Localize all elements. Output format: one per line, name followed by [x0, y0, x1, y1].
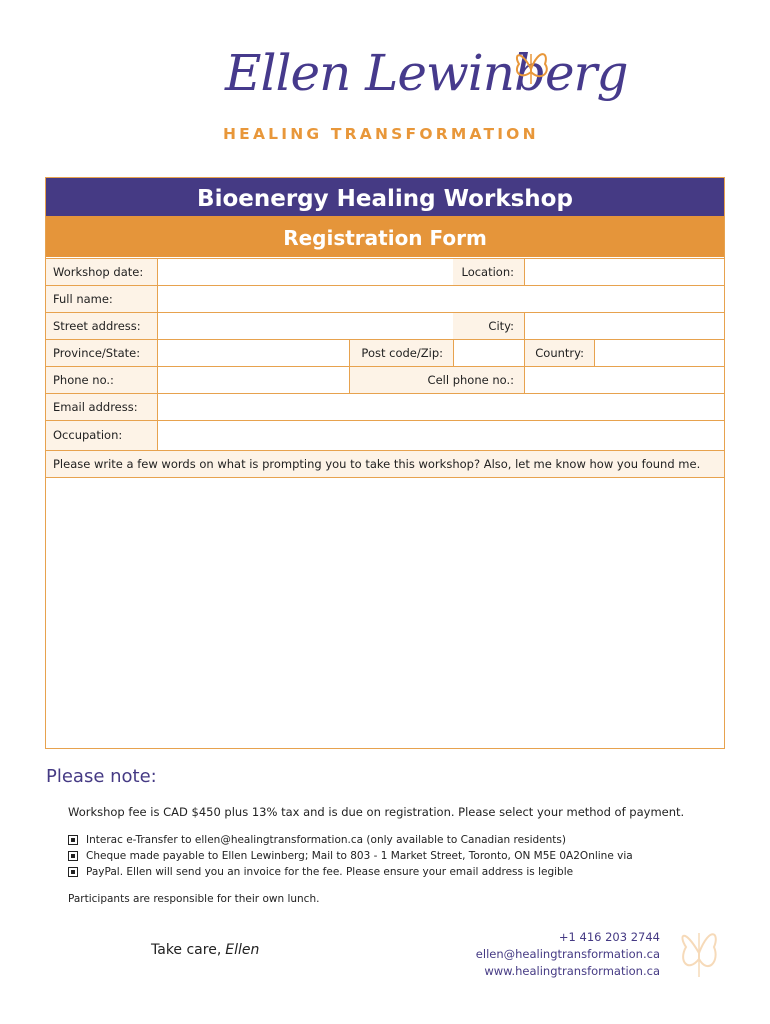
row-occupation	[46, 420, 724, 450]
cell-phone-label: Cell phone no.:	[349, 367, 524, 393]
contact-info	[476, 929, 660, 980]
workshop-prompt: Please write a few words on what is prompting you to take this workshop? Also, let me know how you found me.	[46, 450, 724, 478]
payment-option-interac[interactable]	[68, 832, 633, 848]
payment-options	[68, 832, 633, 880]
lunch-note: Participants are responsible for their own lunch.	[68, 893, 320, 905]
street-address-field[interactable]	[157, 313, 453, 339]
form-subtitle: Registration Form	[46, 216, 724, 257]
registration-form	[45, 177, 725, 749]
email-field[interactable]	[157, 394, 724, 420]
signature-name: Ellen	[225, 942, 260, 958]
contact-website[interactable]: www.healingtransformation.ca	[484, 964, 660, 978]
checkbox-icon[interactable]	[68, 867, 78, 877]
contact-phone[interactable]: +1 416 203 2744	[558, 930, 660, 944]
location-label: Location:	[453, 259, 524, 285]
payment-option-paypal[interactable]	[68, 864, 633, 880]
occupation-field[interactable]	[157, 421, 724, 450]
country-label: Country:	[524, 340, 594, 366]
location-field[interactable]	[524, 259, 724, 285]
cell-phone-field[interactable]	[524, 367, 724, 393]
city-label: City:	[453, 313, 524, 339]
brand-logo	[215, 40, 628, 150]
payment-option-label: Cheque made payable to Ellen Lewinberg; Mail to 803 - 1 Market Street, Toronto, ON M5E 0A2Online via	[86, 850, 633, 862]
fee-text: Workshop fee is CAD $450 plus 13% tax and is due on registration. Please select your method of payment.	[68, 805, 685, 819]
logo-script-text: Ellen Lewinberg	[225, 44, 628, 102]
checkbox-icon[interactable]	[68, 851, 78, 861]
occupation-label: Occupation:	[46, 421, 157, 450]
checkbox-icon[interactable]	[68, 835, 78, 845]
phone-label: Phone no.:	[46, 367, 157, 393]
logo-subtitle: HEALING TRANSFORMATION	[223, 125, 539, 143]
payment-option-cheque[interactable]	[68, 848, 633, 864]
full-name-label: Full name:	[46, 286, 157, 312]
email-label: Email address:	[46, 394, 157, 420]
form-title: Bioenergy Healing Workshop	[46, 178, 724, 216]
phone-field[interactable]	[157, 367, 349, 393]
butterfly-icon	[511, 44, 551, 94]
take-care-text: Take care,	[151, 942, 222, 958]
country-field[interactable]	[594, 340, 724, 366]
payment-option-label: Interac e-Transfer to ellen@healingtransformation.ca (only available to Canadian residents)	[86, 834, 566, 846]
street-address-label: Street address:	[46, 313, 157, 339]
workshop-date-label: Workshop date:	[46, 259, 157, 285]
row-phone	[46, 366, 724, 393]
row-workshop-date	[46, 258, 724, 285]
row-email	[46, 393, 724, 420]
province-state-field[interactable]	[157, 340, 349, 366]
city-field[interactable]	[524, 313, 724, 339]
payment-option-label: PayPal. Ellen will send you an invoice for the fee. Please ensure your email address is legible	[86, 866, 574, 878]
butterfly-watermark-icon	[678, 917, 720, 989]
post-code-label: Post code/Zip:	[349, 340, 453, 366]
row-province	[46, 339, 724, 366]
contact-email[interactable]: ellen@healingtransformation.ca	[475, 947, 660, 961]
comments-textarea[interactable]	[46, 478, 724, 748]
workshop-date-field[interactable]	[157, 259, 453, 285]
row-street-address	[46, 312, 724, 339]
province-state-label: Province/State:	[46, 340, 157, 366]
row-full-name	[46, 285, 724, 312]
signature	[151, 942, 259, 958]
full-name-field[interactable]	[157, 286, 724, 312]
post-code-field[interactable]	[453, 340, 524, 366]
note-heading: Please note:	[46, 766, 157, 787]
